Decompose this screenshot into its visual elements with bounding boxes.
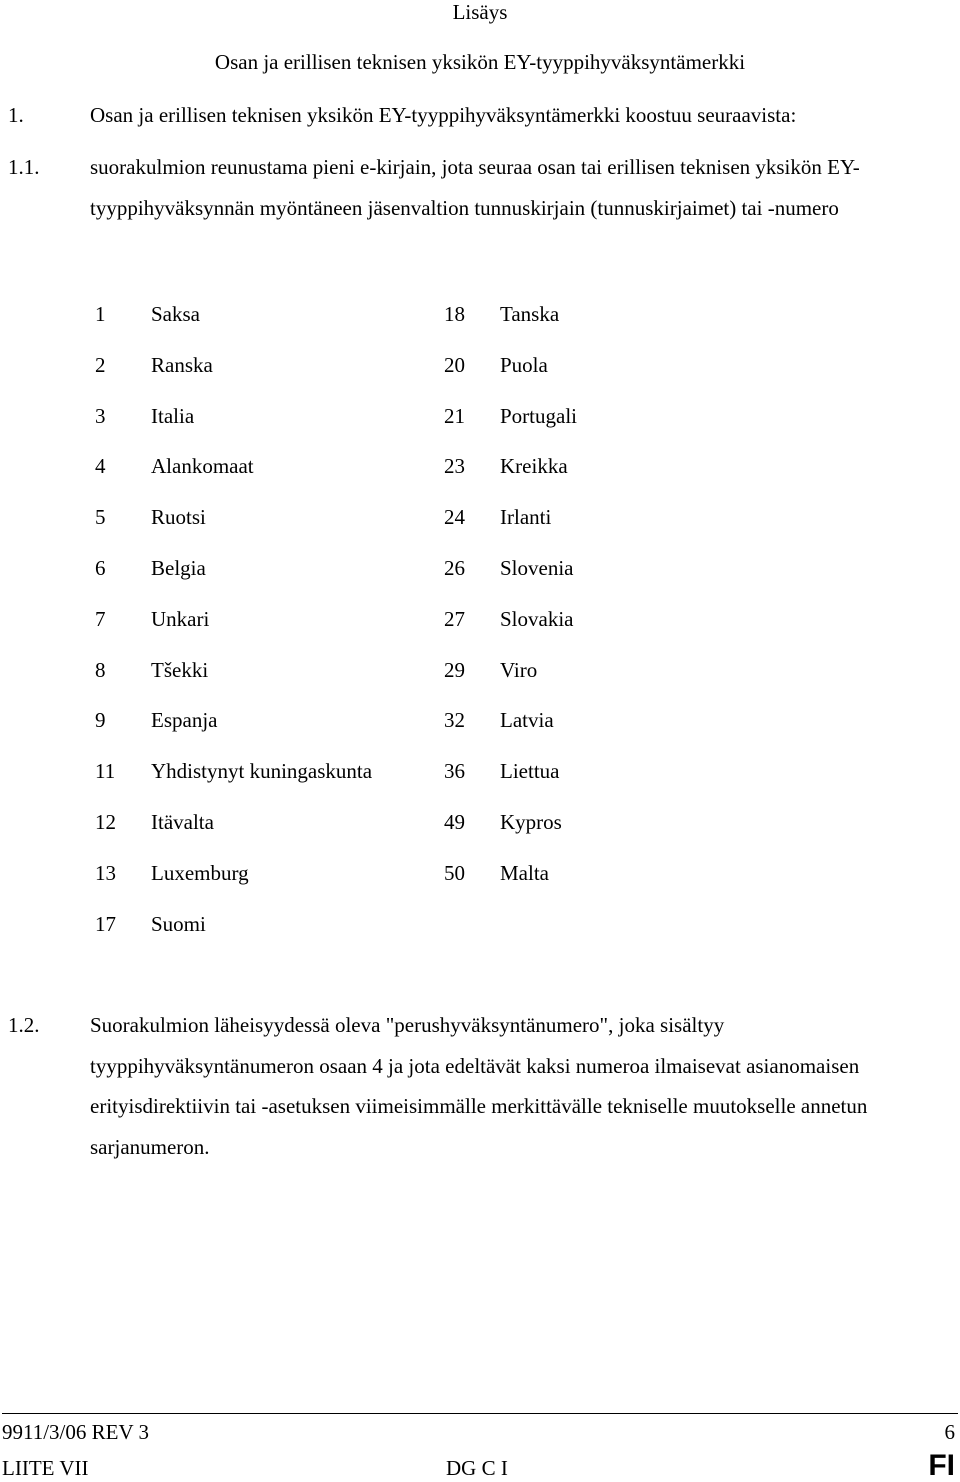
section-number: 1.2. [8,1013,40,1037]
country-name: Liettua [500,759,560,784]
country-code: 36 [444,759,465,784]
page-subtitle: Osan ja erillisen teknisen yksikön EY-tyyppihyväksyntämerkki [214,50,746,74]
country-code: 8 [95,657,106,682]
country-name: Slovenia [500,556,574,580]
country-code: 4 [95,454,106,479]
country-code: 17 [95,911,116,936]
page-header-title: Lisäys [452,0,508,24]
footer-dg: DG C I [446,1456,508,1480]
country-code: 49 [444,810,465,834]
country-name: Kreikka [500,454,568,479]
section-number: 1.1. [8,155,40,179]
country-name: Irlanti [500,505,552,530]
country-code: 5 [95,505,106,530]
country-name: Alankomaat [151,454,254,479]
country-name: Tšekki [151,657,209,682]
section-text: Suorakulmion läheisyydessä oleva "perushyväksyntänumero", joka sisältyy tyyppihyväksyntänumeron osaan 4 ja jota edeltävät kaksi numeroa ilmaisevat asianomaisen erityisdirektiivin tai -asetuksen viimeisimmälle merkittävälle tekniselle muutokselle annetun sarjanumeron. [90,1013,868,1159]
country-name: Viro [500,657,538,682]
footer-doc-ref: 9911/3/06 REV 3 [2,1420,150,1444]
country-name: Ranska [151,352,213,377]
country-code: 27 [444,606,465,631]
country-name: Unkari [151,606,210,631]
country-name: Espanja [151,708,218,733]
country-code: 26 [444,556,465,580]
country-code: 50 [444,860,465,885]
footer-annex: LIITE VII [2,1456,89,1480]
footer-language-code: FI [928,1449,955,1482]
country-code: 23 [444,454,465,479]
section-text: suorakulmion reunustama pieni e-kirjain, jota seuraa osan tai erillisen teknisen yksikön EY-tyyppihyväksynnän myöntäneen jäsenvaltion tunnuskirjain (tunnuskirjaimet) tai -numero [90,155,860,220]
country-code: 1 [95,302,106,326]
country-name: Malta [500,860,549,885]
country-name: Slovakia [500,606,574,631]
country-name: Luxemburg [151,860,249,885]
footer-rule [2,1413,958,1414]
country-code: 32 [444,708,465,733]
country-name: Tanska [500,302,560,326]
country-name: Suomi [151,911,206,936]
country-name: Latvia [500,708,554,733]
country-name: Yhdistynyt kuningaskunta [151,759,373,784]
country-name: Itävalta [151,810,214,834]
country-code: 29 [444,657,465,682]
country-code: 11 [95,759,116,784]
country-name: Saksa [151,302,200,326]
country-code: 18 [444,302,465,326]
country-code: 2 [95,352,106,377]
country-code: 20 [444,352,465,377]
country-name: Puola [500,352,548,377]
country-name: Italia [151,403,195,428]
country-code: 24 [444,505,465,530]
country-code: 13 [95,860,116,885]
country-code: 12 [95,810,116,834]
country-code: 7 [95,606,106,631]
footer-page-number: 6 [944,1420,955,1444]
country-name: Belgia [151,556,206,580]
country-code: 9 [95,708,106,733]
section-number: 1. [8,103,24,127]
country-name: Kypros [500,810,562,834]
country-code: 6 [95,556,106,580]
country-name: Portugali [500,403,577,428]
section-text: Osan ja erillisen teknisen yksikön EY-tyyppihyväksyntämerkki koostuu seuraavista: [90,103,797,127]
country-code: 3 [95,403,106,428]
country-code: 21 [444,403,465,428]
country-name: Ruotsi [151,505,206,530]
